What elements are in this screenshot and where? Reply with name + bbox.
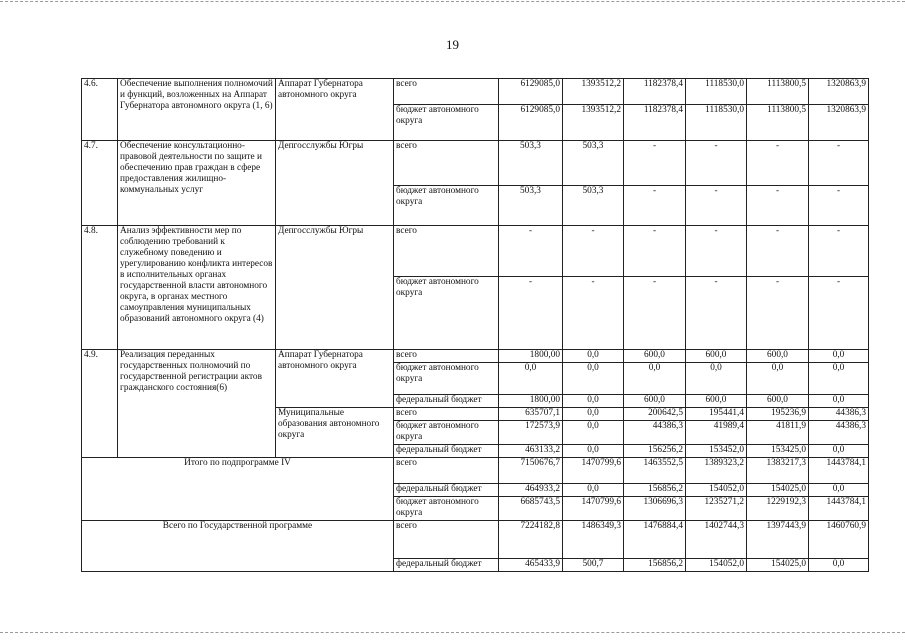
value-cell: 464933,2 (499, 484, 563, 497)
row-number: 4.8. (82, 226, 118, 350)
value-cell: - (809, 141, 869, 186)
value-cell: 1800,00 (499, 350, 563, 363)
value-cell: 600,0 (624, 350, 686, 363)
value-cell: 1463552,5 (624, 458, 686, 484)
funding-source: бюджет автономного округа (394, 421, 499, 445)
value-cell: - (747, 186, 809, 226)
value-cell: 1443784,1 (809, 458, 869, 484)
value-cell: - (686, 186, 747, 226)
value-cell: - (809, 277, 869, 350)
value-cell: 503,3 (499, 141, 563, 186)
table-row (82, 350, 869, 363)
funding-source: федеральный бюджет (394, 445, 499, 458)
value-cell: 1397443,9 (747, 521, 809, 559)
row-number: 4.9. (82, 350, 118, 458)
value-cell: 503,3 (563, 186, 624, 226)
funding-source: всего (394, 350, 499, 363)
value-cell: 500,7 (563, 559, 624, 572)
funding-source: бюджет автономного округа (394, 277, 499, 350)
value-cell: 0,0 (809, 445, 869, 458)
value-cell: 200642,5 (624, 408, 686, 421)
value-cell: 154025,0 (747, 484, 809, 497)
funding-source: бюджет автономного округа (394, 186, 499, 226)
value-cell: 44386,3 (624, 421, 686, 445)
value-cell: 172573,9 (499, 421, 563, 445)
value-cell: 41989,4 (686, 421, 747, 445)
funding-source: федеральный бюджет (394, 484, 499, 497)
value-cell: 0,0 (563, 350, 624, 363)
funding-source: бюджет автономного округа (394, 497, 499, 521)
value-cell: 7224182,8 (499, 521, 563, 559)
executor: Аппарат Губернатора автономного округа (276, 350, 394, 408)
value-cell: 600,0 (624, 395, 686, 408)
event-name: Обеспечение выполнения полномочий и функций, возложенных на Аппарат Губернатора автономного округа (1, 6) (118, 79, 276, 141)
value-cell: 1118530,0 (686, 79, 747, 105)
executor: Депгосслужбы Югры (276, 141, 394, 226)
value-cell: 1800,00 (499, 395, 563, 408)
value-cell: 1235271,2 (686, 497, 747, 521)
value-cell: 41811,9 (747, 421, 809, 445)
table-row (82, 521, 869, 559)
value-cell: 154052,0 (686, 559, 747, 572)
value-cell: 156856,2 (624, 484, 686, 497)
funding-source: бюджет автономного округа (394, 105, 499, 141)
row-number: 4.6. (82, 79, 118, 141)
row-number: 4.7. (82, 141, 118, 226)
value-cell: 0,0 (624, 363, 686, 395)
value-cell: 1182378,4 (624, 105, 686, 141)
value-cell: 7150676,7 (499, 458, 563, 484)
value-cell: 1393512,2 (563, 105, 624, 141)
value-cell: 1402744,3 (686, 521, 747, 559)
value-cell: 153425,0 (747, 445, 809, 458)
value-cell: 0,0 (686, 363, 747, 395)
value-cell: - (563, 277, 624, 350)
value-cell: 44386,3 (809, 421, 869, 445)
value-cell: 6129085,0 (499, 105, 563, 141)
funding-source: всего (394, 458, 499, 484)
value-cell: - (809, 226, 869, 277)
value-cell: 153452,0 (686, 445, 747, 458)
value-cell: 0,0 (747, 363, 809, 395)
funding-source: всего (394, 79, 499, 105)
value-cell: 6129085,0 (499, 79, 563, 105)
value-cell: 1470799,6 (563, 497, 624, 521)
budget-table (81, 78, 869, 572)
value-cell: 1389323,2 (686, 458, 747, 484)
value-cell: 0,0 (809, 395, 869, 408)
executor: Муниципальные образования автономного округа (276, 408, 394, 458)
scan-edge-top (0, 1, 905, 2)
value-cell: 1229192,3 (747, 497, 809, 521)
table-row (82, 79, 869, 105)
value-cell: 154052,0 (686, 484, 747, 497)
table-row (82, 141, 869, 186)
value-cell: - (747, 226, 809, 277)
value-cell: 1383217,3 (747, 458, 809, 484)
funding-source: всего (394, 521, 499, 559)
value-cell: - (747, 141, 809, 186)
value-cell: 600,0 (686, 350, 747, 363)
table-row (82, 458, 869, 484)
value-cell: 0,0 (563, 445, 624, 458)
value-cell: 635707,1 (499, 408, 563, 421)
value-cell: - (624, 226, 686, 277)
value-cell: 1443784,1 (809, 497, 869, 521)
value-cell: 44386,3 (809, 408, 869, 421)
value-cell: 195236,9 (747, 408, 809, 421)
value-cell: - (624, 186, 686, 226)
value-cell: 465433,9 (499, 559, 563, 572)
value-cell: 503,3 (499, 186, 563, 226)
funding-source: бюджет автономного округа (394, 363, 499, 395)
value-cell: - (563, 226, 624, 277)
value-cell: - (624, 141, 686, 186)
value-cell: - (686, 277, 747, 350)
value-cell: 1320863,9 (809, 105, 869, 141)
executor: Аппарат Губернатора автономного округа (276, 79, 394, 141)
value-cell: 6685743,5 (499, 497, 563, 521)
subprogram-total-label: Итого по подпрограмме IV (82, 458, 394, 521)
value-cell: 156256,2 (624, 445, 686, 458)
value-cell: 1486349,3 (563, 521, 624, 559)
value-cell: 1306696,3 (624, 497, 686, 521)
value-cell: 0,0 (809, 363, 869, 395)
value-cell: 156856,2 (624, 559, 686, 572)
value-cell: 600,0 (747, 395, 809, 408)
value-cell: 1113800,5 (747, 105, 809, 141)
value-cell: - (499, 226, 563, 277)
value-cell: 1393512,2 (563, 79, 624, 105)
value-cell: 0,0 (809, 350, 869, 363)
value-cell: 0,0 (563, 408, 624, 421)
value-cell: - (624, 277, 686, 350)
value-cell: 503,3 (563, 141, 624, 186)
value-cell: 463133,2 (499, 445, 563, 458)
value-cell: 600,0 (747, 350, 809, 363)
value-cell: 0,0 (563, 421, 624, 445)
value-cell: 1113800,5 (747, 79, 809, 105)
value-cell: - (686, 141, 747, 186)
event-name: Реализация переданных государственных полномочий по государственной регистрации актов гражданского состояния(6) (118, 350, 276, 458)
value-cell: 600,0 (686, 395, 747, 408)
value-cell: 1470799,6 (563, 458, 624, 484)
table-row (82, 226, 869, 277)
funding-source: всего (394, 226, 499, 277)
funding-source: федеральный бюджет (394, 395, 499, 408)
value-cell: 1182378,4 (624, 79, 686, 105)
event-name: Анализ эффективности мер по соблюдению требований к служебному поведению и урегулированию конфликта интересов в исполнительных органах государственной власти автономного округа, в органах местного самоуправления муниципальных образований автономного округа (4) (118, 226, 276, 350)
value-cell: - (686, 226, 747, 277)
value-cell: 0,0 (563, 395, 624, 408)
page-number: 19 (446, 37, 459, 52)
value-cell: 0,0 (809, 484, 869, 497)
value-cell: 1476884,4 (624, 521, 686, 559)
value-cell: 0,0 (499, 363, 563, 395)
funding-source: всего (394, 141, 499, 186)
value-cell: 195441,4 (686, 408, 747, 421)
event-name: Обеспечение консультационно-правовой деятельности по защите и обеспечению прав граждан в сфере предоставления жилищно-коммунальных услуг (118, 141, 276, 226)
value-cell: - (747, 277, 809, 350)
scan-edge-bottom (0, 632, 905, 633)
value-cell: 1460760,9 (809, 521, 869, 559)
funding-source: всего (394, 408, 499, 421)
program-total-label: Всего по Государственной программе (82, 521, 394, 572)
value-cell: 0,0 (563, 484, 624, 497)
value-cell: 1320863,9 (809, 79, 869, 105)
executor: Депгосслужбы Югры (276, 226, 394, 350)
funding-source: федеральный бюджет (394, 559, 499, 572)
value-cell: - (499, 277, 563, 350)
value-cell: 154025,0 (747, 559, 809, 572)
value-cell: 0,0 (563, 363, 624, 395)
value-cell: 0,0 (809, 559, 869, 572)
value-cell: 1118530,0 (686, 105, 747, 141)
value-cell: - (809, 186, 869, 226)
